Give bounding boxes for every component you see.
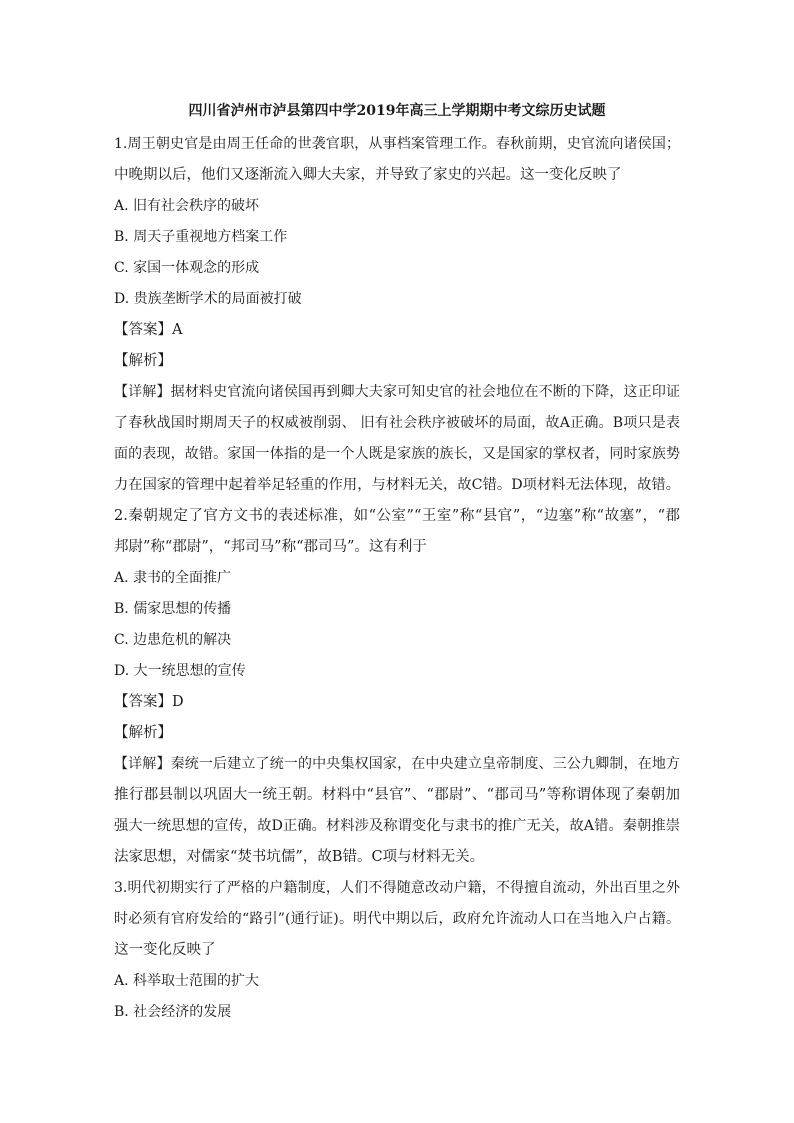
answer-option-line: A. 隶书的全面推广: [114, 570, 232, 586]
answer-option-line: C. 家国一体观念的形成: [114, 260, 260, 276]
text-line: 邦尉”称“郡尉”，“邦司马”称“郡司马”。这有利于: [114, 539, 427, 555]
document-title: 四川省泸州市泸县第四中学2019年高三上学期期中考文综历史试题: [188, 103, 606, 119]
answer-option-line: D. 大一统思想的宣传: [114, 663, 246, 679]
text-line: 法家思想，对儒家“焚书坑儒”，故B错。C项与材料无关。: [114, 849, 485, 865]
text-line: 【解析】: [114, 353, 172, 369]
answer-option-line: B. 儒家思想的传播: [114, 601, 232, 617]
answer-option-line: A. 科举取士范围的扩大: [114, 973, 260, 989]
text-line: 3.明代初期实行了严格的户籍制度，人们不得随意改动户籍，不得擅自流动，外出百里之外: [114, 880, 680, 896]
text-line: 1.周王朝史官是由周王任命的世袭官职，从事档案管理工作。春秋前期，史官流向诸侯国；: [114, 136, 680, 152]
text-line: 【解析】: [114, 725, 172, 741]
text-line: 力在国家的管理中起着举足轻重的作用，与材料无关，故C错。D项材料无法体现，故错。: [114, 477, 680, 493]
text-line: 中晚期以后，他们又逐渐流入卿大夫家，并导致了家史的兴起。这一变化反映了: [114, 167, 622, 183]
text-line: 了春秋战国时期周天子的权威被削弱、 旧有社会秩序被破坏的局面，故A正确。B项只是表: [114, 415, 680, 431]
text-line: 这一变化反映了: [114, 942, 216, 958]
text-line: 【详解】据材料史官流向诸侯国再到卿大夫家可知史官的社会地位在不断的下降，这正印证: [114, 384, 680, 400]
answer-option-line: D. 贵族垄断学术的局面被打破: [114, 291, 302, 307]
answer-option-line: B. 周天子重视地方档案工作: [114, 229, 288, 245]
document-body: [114, 129, 680, 1028]
answer-option-line: C. 边患危机的解决: [114, 632, 232, 648]
text-line: 【答案】D: [114, 694, 184, 710]
text-line: 推行郡县制以巩固大一统王朝。材料中“县官”、“郡尉”、“郡司马”等称谓体现了秦朝加: [114, 787, 680, 803]
answer-option-line: A. 旧有社会秩序的破坏: [114, 198, 260, 214]
text-line: 强大一统思想的宣传，故D正确。材料涉及称谓变化与隶书的推广无关，故A错。秦朝推崇: [114, 818, 680, 834]
text-line: 时必须有官府发给的“路引”(通行证)。明代中期以后，政府允许流动人口在当地入户占籍。: [114, 911, 680, 927]
text-line: 2.秦朝规定了官方文书的表述标准，如“公室”“王室”称“县官”，“边塞”称“故塞”，“郡: [114, 508, 680, 524]
answer-option-line: B. 社会经济的发展: [114, 1004, 232, 1020]
text-line: 【答案】A: [114, 322, 183, 338]
text-line: 面的表现，故错。家国一体指的是一个人既是家族的族长，又是国家的掌权者，同时家族势: [114, 446, 680, 462]
text-line: 【详解】秦统一后建立了统一的中央集权国家，在中央建立皇帝制度、三公九卿制，在地方: [114, 756, 680, 772]
